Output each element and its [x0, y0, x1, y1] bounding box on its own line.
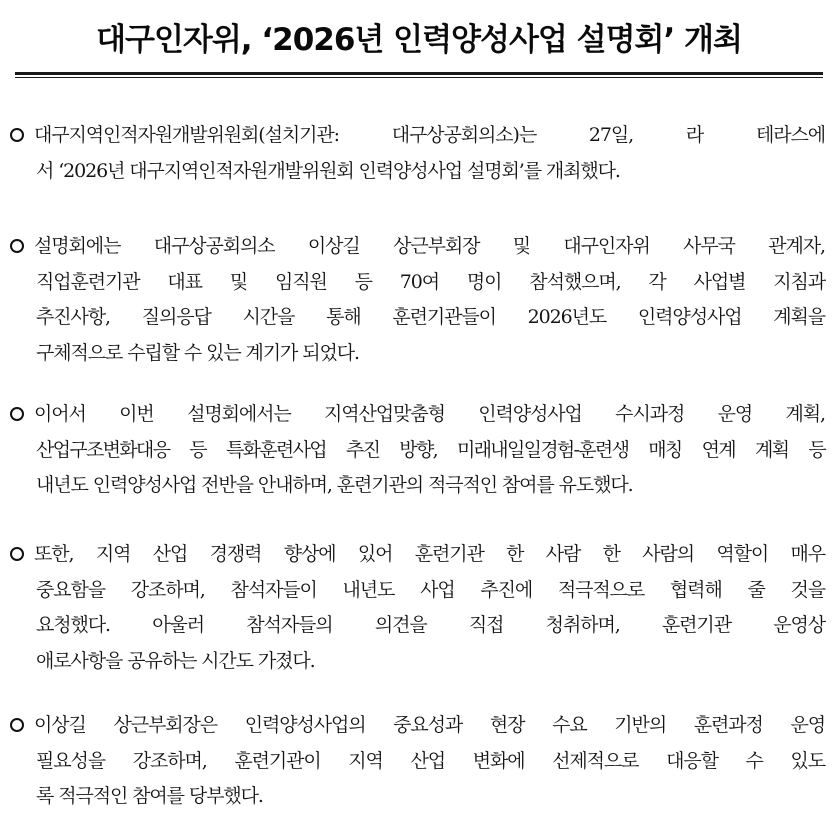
paragraph-line: 요청했다. 아울러 참석자들의 의견을 직접 청취하며, 훈련기관 운영상 — [36, 614, 825, 636]
hollow-circle-bullet-icon — [10, 718, 24, 732]
line-text: 이어서 이번 설명회에서는 지역산업맞춤형 인력양성사업 수시과정 운영 계획, — [34, 403, 825, 425]
hollow-circle-bullet-icon — [10, 239, 24, 253]
paragraph-line: 록 적극적인 참여를 당부했다. — [36, 785, 263, 807]
paragraph-3 — [10, 397, 825, 504]
title-divider-thick — [15, 72, 823, 75]
paragraph-line — [10, 537, 825, 573]
paragraph-1 — [10, 118, 825, 189]
line-text: 이상길 상근부회장은 인력양성사업의 중요성과 현장 수요 기반의 훈련과정 운영 — [34, 714, 825, 736]
paragraph-line: 직업훈련기관 대표 및 임직원 등 70여 명이 참석했으며, 각 사업별 지침과 — [36, 270, 825, 293]
paragraph-line: 산업구조변화대응 등 특화훈련사업 추진 방향, 미래내일일경험-훈련생 매칭 연계 계획 등 — [36, 438, 825, 461]
hollow-circle-bullet-icon — [10, 547, 24, 561]
hollow-circle-bullet-icon — [10, 128, 24, 142]
line-text: 대구지역인적자원개발위원회(설치기관: 대구상공회의소)는 27일, 라 테라스에 — [34, 124, 825, 146]
paragraph-line — [10, 229, 825, 265]
paragraph-line — [10, 118, 825, 154]
paragraph-2 — [10, 229, 825, 371]
paragraph-line: 추진사항, 질의응답 시간을 통해 훈련기관들이 2026년도 인력양성사업 계획을 — [36, 306, 825, 328]
paragraph-line — [10, 708, 825, 744]
paragraph-line: 구체적으로 수립할 수 있는 계기가 되었다. — [36, 341, 359, 364]
paragraph-line: 중요함을 강조하며, 참석자들이 내년도 사업 추진에 적극적으로 협력해 줄 것을 — [36, 578, 825, 601]
line-text: 설명회에는 대구상공회의소 이상길 상근부회장 및 대구인자위 사무국 관계자, — [34, 235, 825, 257]
paragraph-line: 필요성을 강조하며, 훈련기관이 지역 산업 변화에 선제적으로 대응할 수 있도 — [36, 749, 825, 772]
paragraph-line: 애로사항을 공유하는 시간도 가졌다. — [36, 649, 315, 672]
paragraph-line — [10, 397, 825, 433]
hollow-circle-bullet-icon — [10, 407, 24, 421]
paragraph-4 — [10, 537, 825, 679]
document-title: 대구인자위, ‘2026년 인력양성사업 설명회’ 개최 — [96, 22, 742, 58]
title-divider-thin — [15, 77, 823, 78]
line-text: 또한, 지역 산업 경쟁력 향상에 있어 훈련기관 한 사람 한 사람의 역할이 매우 — [34, 543, 825, 565]
paragraph-line: 서 ‘2026년 대구지역인적자원개발위원회 인력양성사업 설명회’를 개최했다. — [36, 159, 620, 182]
paragraph-5 — [10, 708, 825, 815]
paragraph-line: 내년도 인력양성사업 전반을 안내하며, 훈련기관의 적극적인 참여를 유도했다. — [36, 474, 633, 496]
